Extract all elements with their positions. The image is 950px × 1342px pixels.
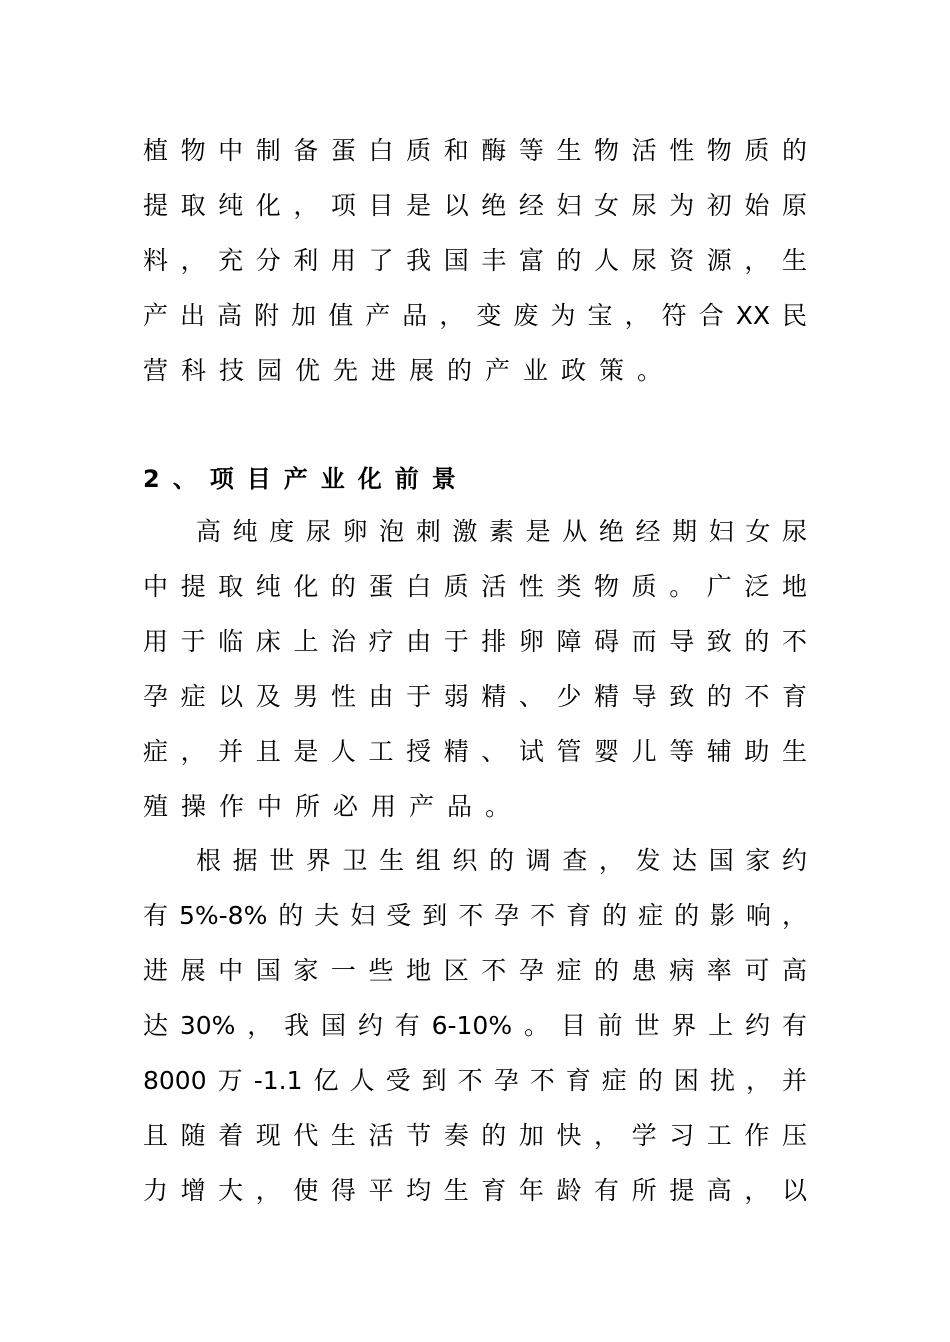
paragraph-3-line-6: 且随着现代生活节奏的加快，学习工作压 (143, 1121, 807, 1150)
paragraph-3-line-7: 力增大，使得平均生育年龄有所提高，以 (143, 1176, 807, 1205)
paragraph-2-line-1: 高纯度尿卵泡刺激素是从绝经期妇女尿 (196, 517, 807, 546)
paragraph-1-line-1: 植物中制备蛋白质和酶等生物活性物质的 (143, 136, 807, 165)
paragraph-3-line-2: 有5%-8%的夫妇受到不孕不育的症的影响， (143, 901, 807, 930)
paragraph-3-line-5: 8000万-1.1亿人受到不孕不育症的困扰，并 (143, 1066, 807, 1095)
paragraph-3-line-3: 进展中国家一些地区不孕症的患病率可高 (143, 956, 807, 985)
paragraph-2-line-4: 孕症以及男性由于弱精、少精导致的不育 (143, 682, 807, 711)
paragraph-2-line-5: 症，并且是人工授精、试管婴儿等辅助生 (143, 737, 807, 766)
paragraph-3-line-4: 达30%，我国约有6-10%。目前世界上约有 (143, 1011, 807, 1040)
paragraph-1-line-5: 营科技园优先进展的产业政策。 (143, 356, 676, 385)
paragraph-2-line-6: 殖操作中所必用产品。 (143, 792, 524, 821)
paragraph-1-line-2: 提取纯化，项目是以绝经妇女尿为初始原 (143, 191, 807, 220)
paragraph-1-line-4: 产出高附加值产品，变废为宝，符合XX民 (143, 301, 807, 330)
paragraph-2-line-2: 中提取纯化的蛋白质活性类物质。广泛地 (143, 572, 807, 601)
paragraph-2-line-3: 用于临床上治疗由于排卵障碍而导致的不 (143, 627, 807, 656)
paragraph-3-line-1: 根据世界卫生组织的调查，发达国家约 (196, 846, 807, 875)
section-heading: 2、项目产业化前景 (143, 465, 469, 493)
paragraph-1-line-3: 料，充分利用了我国丰富的人尿资源，生 (143, 246, 807, 275)
